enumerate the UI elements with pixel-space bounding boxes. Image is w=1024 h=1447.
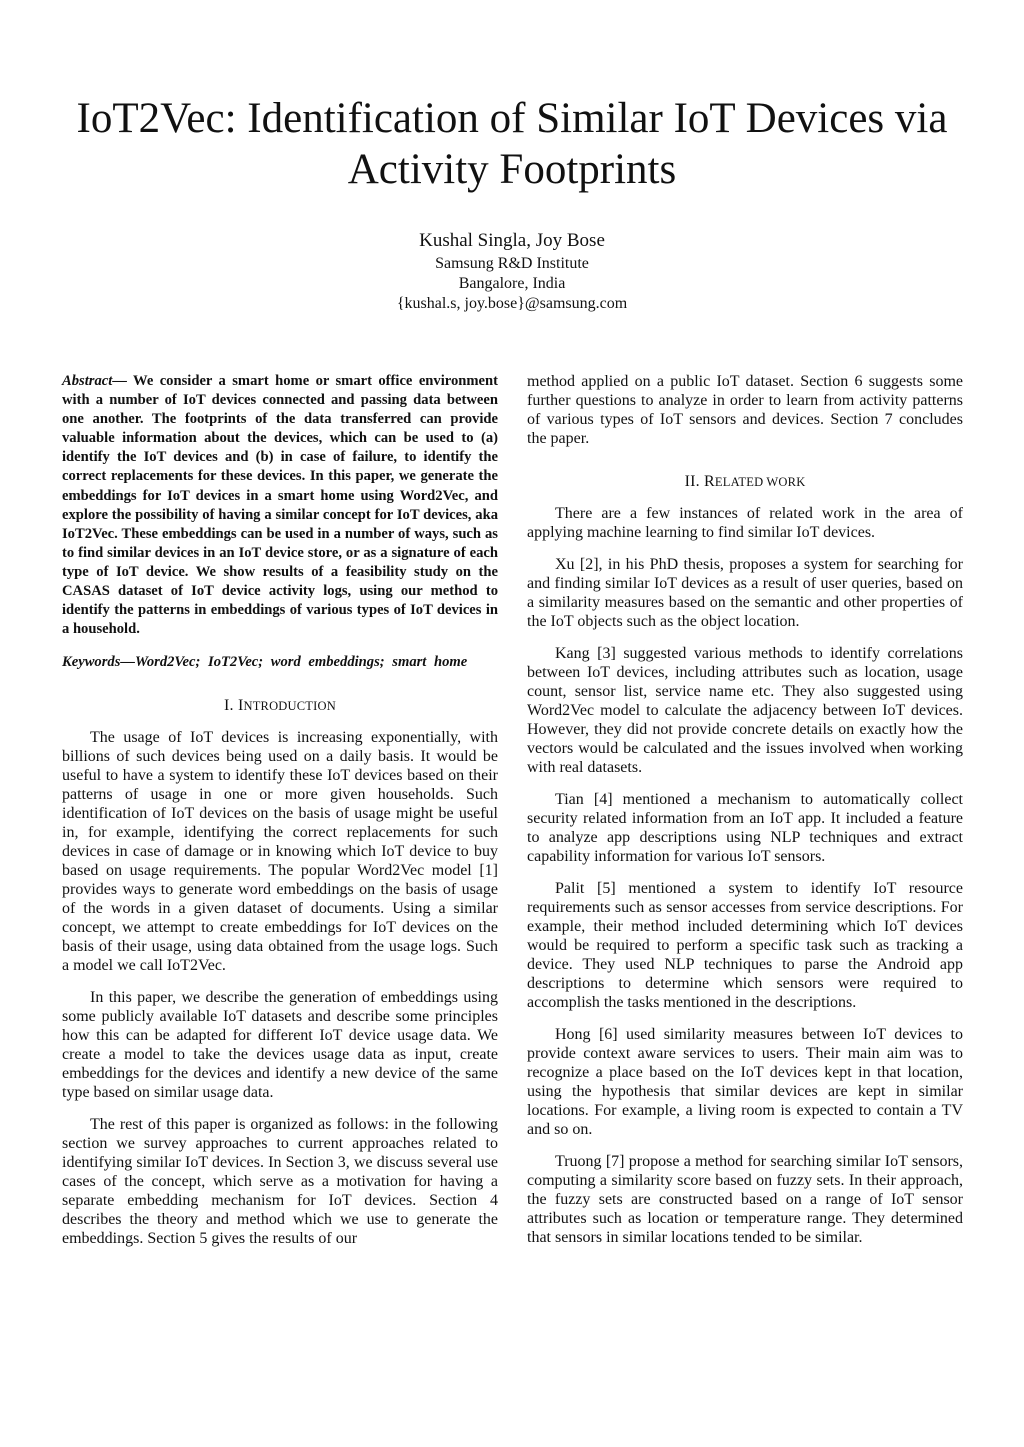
section-initial: I xyxy=(237,697,244,715)
related-paragraph: There are a few instances of related work in the area of applying machine learning to find similar IoT devices. xyxy=(527,505,963,541)
author-email: {kushal.s, joy.bose}@samsung.com xyxy=(396,295,628,312)
section-number: II. xyxy=(684,473,700,490)
author-names: Kushal Singla, Joy Bose xyxy=(419,230,605,251)
keywords: Keywords—Word2Vec; IoT2Vec; word embeddings; smart home xyxy=(62,654,468,671)
left-column xyxy=(62,372,498,1261)
intro-paragraph: In this paper, we describe the generation of embeddings using some publicly available IoT datasets and describe some principles how this can be adapted for different IoT device usage data. We create a model to take the devices usage data as input, create embeddings for the devices and identify a new device of the same type based on similar usage data. xyxy=(62,989,498,1102)
abstract xyxy=(62,372,498,639)
paper-title: IoT2Vec: Identification of Similar IoT Devices via Activity Footprints xyxy=(76,95,948,193)
related-paragraph: Palit [5] mentioned a system to identify IoT resource requirements such as sensor accesses from service descriptions. For example, their method included determining which IoT devices would be required to perform a specific task such as tracking a device. They used NLP techniques to parse the Android app descriptions to determine which sensors were required to accomplish the tasks mentioned in the descriptions. xyxy=(527,880,963,1011)
author-location: Bangalore, India xyxy=(458,275,566,292)
related-paragraph: Tian [4] mentioned a mechanism to automatically collect security related information from an IoT app. It included a feature to analyze app descriptions using NLP techniques and extract capability information for various IoT sensors. xyxy=(527,791,963,865)
related-paragraph: Kang [3] suggested various methods to identify correlations between IoT devices, including attributes such as location, usage count, sensor list, service name etc. They also suggested using Word2Vec model to calculate the adjacency between IoT devices. However, they did not provide concrete details on exactly how the vectors would be calculated and the issues involved when working with real datasets. xyxy=(527,645,963,776)
intro-continuation: method applied on a public IoT dataset. Section 6 suggests some further questions to analyze in order to learn from activity patterns of various types of IoT sensors and devices. Section 7 concludes the paper. xyxy=(527,373,963,447)
intro-paragraph: The rest of this paper is organized as follows: in the following section we survey approaches to current approaches related to identifying similar IoT devices. In Section 3, we discuss several use cases of the concept, which serve as a motivation for having a separate embedding mechanism for IoT devices. Section 4 describes the theory and method which we use to generate the embeddings. Section 5 gives the results of our xyxy=(62,1116,498,1248)
intro-paragraph: The usage of IoT devices is increasing exponentially, with billions of such devices being used on a daily basis. It would be useful to have a system to identify these IoT devices based on their patterns of usage in one or more given households. Such identification of IoT devices on the basis of usage might be useful in, for example, identifying the correct replacements for such devices in case of damage or in knowing which IoT device to buy based on usage requirements. The popular Word2Vec model [1] provides ways to generate word embeddings on the basis of usage of the words in a given dataset of documents. Using a similar concept, we attempt to create embeddings for IoT devices on the basis of their usage, using data obtained from the usage logs. Such a model we call IoT2Vec. xyxy=(62,729,498,975)
section-title-rest: NTRODUCTION xyxy=(243,699,336,714)
section-heading-introduction xyxy=(62,696,498,716)
section-number: I. xyxy=(224,697,234,715)
right-column xyxy=(527,372,963,1260)
related-paragraph: Hong [6] used similarity measures between IoT devices to provide context aware services to users. Their main aim was to recognize a place based on the IoT devices kept in that location, using the hypothesis that similar devices are kept in similar locations. For example, a living room is expected to contain a TV and so on. xyxy=(527,1026,963,1138)
author-institute: Samsung R&D Institute xyxy=(435,255,589,272)
related-paragraph: Truong [7] propose a method for searching similar IoT sensors, computing a similarity score based on fuzzy sets. In their approach, the fuzzy sets are constructed based on a range of IoT sensor attributes such as location or temperature range. They determined that sensors in similar locations tended to be similar. xyxy=(527,1153,963,1246)
section-heading-related-work xyxy=(527,472,963,492)
abstract-text: We consider a smart home or smart office environment with a number of IoT devices connected and passing data between one another. The footprints of the data transferred can provide valuable information about the devices, which can be used to (a) identify the IoT devices and (b) in case of failure, to identify the correct replacements for these devices. In this paper, we generate the embeddings for IoT devices in a smart home using Word2Vec, and explore the possibility of having a similar concept for IoT devices, aka IoT2Vec. These embeddings can be used in a number of ways, such as to find similar devices in an IoT device store, or as a signature of each type of IoT device. We show results of a feasibility study on the CASAS dataset of IoT device activity logs, using our method to identify the patterns in embeddings of various types of IoT devices in a household. xyxy=(62,373,499,638)
author-block xyxy=(0,228,1024,314)
abstract-dash: — xyxy=(112,373,127,389)
related-paragraph: Xu [2], in his PhD thesis, proposes a system for searching for and finding similar IoT devices as a result of user queries, based on a similarity measures based on the semantic and other properties of the IoT objects such as the object location. xyxy=(527,556,963,630)
section-initial: R xyxy=(704,473,715,490)
section-title-rest: ELATED WORK xyxy=(714,475,806,489)
abstract-label: Abstract xyxy=(62,373,113,389)
